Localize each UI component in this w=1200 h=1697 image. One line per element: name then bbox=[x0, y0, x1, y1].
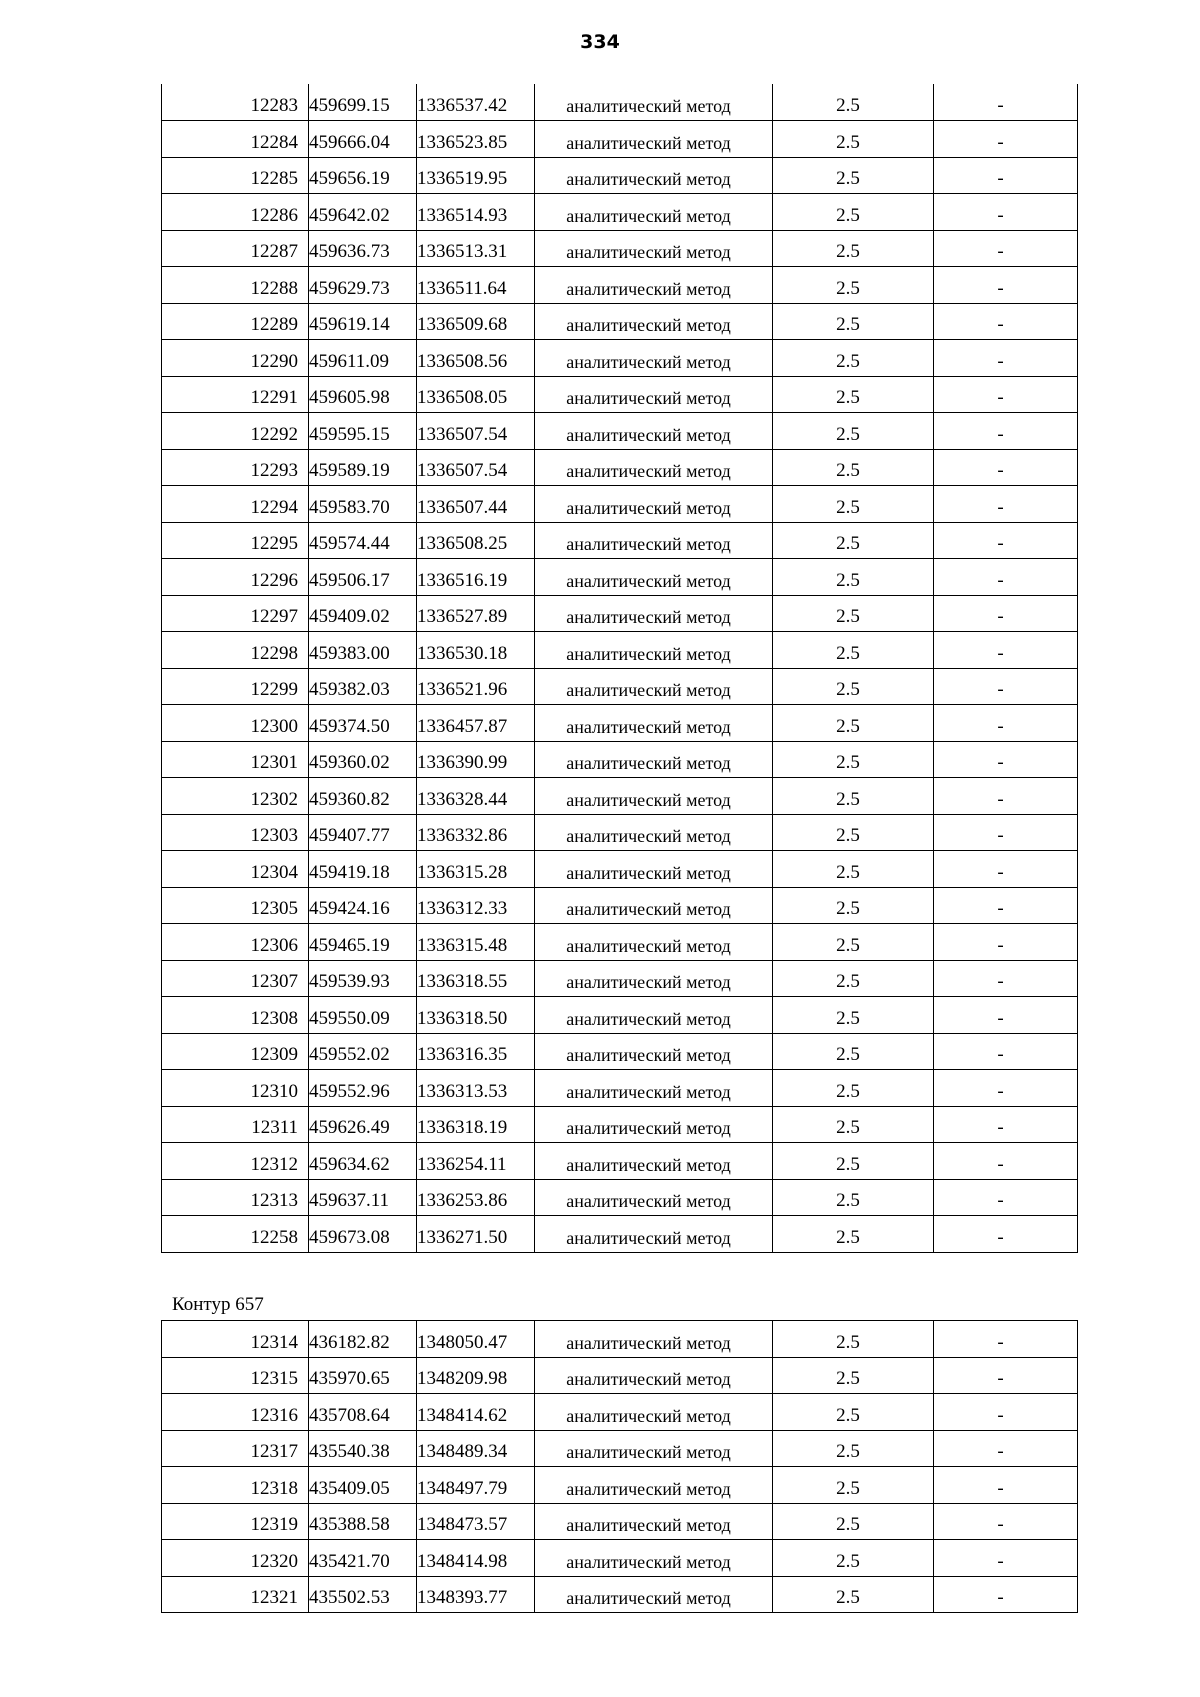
y-coordinate-cell: 1348393.77 bbox=[417, 1576, 535, 1613]
accuracy-cell: 2.5 bbox=[773, 1179, 934, 1216]
description-cell: - bbox=[934, 194, 1078, 231]
accuracy-cell: 2.5 bbox=[773, 376, 934, 413]
method-cell: аналитический метод bbox=[535, 1394, 773, 1431]
accuracy-cell: 2.5 bbox=[773, 814, 934, 851]
point-number-cell: 12291 bbox=[162, 376, 309, 413]
accuracy-cell: 2.5 bbox=[773, 887, 934, 924]
y-coordinate-cell: 1348414.62 bbox=[417, 1394, 535, 1431]
method-cell: аналитический метод bbox=[535, 1467, 773, 1504]
table-row bbox=[162, 778, 1078, 815]
point-number-cell: 12311 bbox=[162, 1106, 309, 1143]
y-coordinate-cell: 1336318.19 bbox=[417, 1106, 535, 1143]
y-coordinate-cell: 1336523.85 bbox=[417, 121, 535, 158]
table-row bbox=[162, 1143, 1078, 1180]
x-coordinate-cell: 459626.49 bbox=[309, 1106, 417, 1143]
table-row bbox=[162, 1070, 1078, 1107]
description-cell: - bbox=[934, 1106, 1078, 1143]
x-coordinate-cell: 459619.14 bbox=[309, 303, 417, 340]
x-coordinate-cell: 459407.77 bbox=[309, 814, 417, 851]
y-coordinate-cell: 1336318.55 bbox=[417, 960, 535, 997]
table-row bbox=[162, 851, 1078, 888]
y-coordinate-cell: 1348050.47 bbox=[417, 1321, 535, 1358]
table-row bbox=[162, 267, 1078, 304]
description-cell: - bbox=[934, 778, 1078, 815]
table-row bbox=[162, 1540, 1078, 1577]
table-row bbox=[162, 924, 1078, 961]
table-row bbox=[162, 157, 1078, 194]
y-coordinate-cell: 1336508.25 bbox=[417, 522, 535, 559]
description-cell: - bbox=[934, 84, 1078, 121]
description-cell: - bbox=[934, 340, 1078, 377]
table-row bbox=[162, 486, 1078, 523]
point-number-cell: 12289 bbox=[162, 303, 309, 340]
accuracy-cell: 2.5 bbox=[773, 1216, 934, 1253]
description-cell: - bbox=[934, 449, 1078, 486]
description-cell: - bbox=[934, 413, 1078, 450]
table-row bbox=[162, 814, 1078, 851]
description-cell: - bbox=[934, 1357, 1078, 1394]
description-cell: - bbox=[934, 522, 1078, 559]
method-cell: аналитический метод bbox=[535, 522, 773, 559]
x-coordinate-cell: 459382.03 bbox=[309, 668, 417, 705]
description-cell: - bbox=[934, 1143, 1078, 1180]
description-cell: - bbox=[934, 376, 1078, 413]
accuracy-cell: 2.5 bbox=[773, 522, 934, 559]
point-number-cell: 12307 bbox=[162, 960, 309, 997]
x-coordinate-cell: 459419.18 bbox=[309, 851, 417, 888]
y-coordinate-cell: 1348414.98 bbox=[417, 1540, 535, 1577]
x-coordinate-cell: 459629.73 bbox=[309, 267, 417, 304]
table-row bbox=[162, 1503, 1078, 1540]
accuracy-cell: 2.5 bbox=[773, 1106, 934, 1143]
table-row bbox=[162, 303, 1078, 340]
description-cell: - bbox=[934, 267, 1078, 304]
x-coordinate-cell: 459465.19 bbox=[309, 924, 417, 961]
accuracy-cell: 2.5 bbox=[773, 668, 934, 705]
description-cell: - bbox=[934, 1070, 1078, 1107]
y-coordinate-cell: 1336332.86 bbox=[417, 814, 535, 851]
point-number-cell: 12284 bbox=[162, 121, 309, 158]
y-coordinate-cell: 1336316.35 bbox=[417, 1033, 535, 1070]
method-cell: аналитический метод bbox=[535, 960, 773, 997]
y-coordinate-cell: 1336507.44 bbox=[417, 486, 535, 523]
x-coordinate-cell: 459424.16 bbox=[309, 887, 417, 924]
table-row bbox=[162, 1467, 1078, 1504]
method-cell: аналитический метод bbox=[535, 1540, 773, 1577]
accuracy-cell: 2.5 bbox=[773, 705, 934, 742]
method-cell: аналитический метод bbox=[535, 1430, 773, 1467]
description-cell: - bbox=[934, 1576, 1078, 1613]
description-cell: - bbox=[934, 997, 1078, 1034]
description-cell: - bbox=[934, 705, 1078, 742]
accuracy-cell: 2.5 bbox=[773, 194, 934, 231]
x-coordinate-cell: 435421.70 bbox=[309, 1540, 417, 1577]
description-cell: - bbox=[934, 1216, 1078, 1253]
y-coordinate-cell: 1336508.56 bbox=[417, 340, 535, 377]
description-cell: - bbox=[934, 1179, 1078, 1216]
description-cell: - bbox=[934, 741, 1078, 778]
method-cell: аналитический метод bbox=[535, 194, 773, 231]
description-cell: - bbox=[934, 814, 1078, 851]
y-coordinate-cell: 1336507.54 bbox=[417, 413, 535, 450]
accuracy-cell: 2.5 bbox=[773, 960, 934, 997]
point-number-cell: 12318 bbox=[162, 1467, 309, 1504]
y-coordinate-cell: 1336315.48 bbox=[417, 924, 535, 961]
point-number-cell: 12293 bbox=[162, 449, 309, 486]
point-number-cell: 12286 bbox=[162, 194, 309, 231]
accuracy-cell: 2.5 bbox=[773, 1503, 934, 1540]
contour-label: Контур 657 bbox=[172, 1294, 264, 1315]
y-coordinate-cell: 1348497.79 bbox=[417, 1467, 535, 1504]
accuracy-cell: 2.5 bbox=[773, 851, 934, 888]
table-row bbox=[162, 522, 1078, 559]
x-coordinate-cell: 459374.50 bbox=[309, 705, 417, 742]
description-cell: - bbox=[934, 121, 1078, 158]
y-coordinate-cell: 1336537.42 bbox=[417, 84, 535, 121]
point-number-cell: 12300 bbox=[162, 705, 309, 742]
y-coordinate-cell: 1336457.87 bbox=[417, 705, 535, 742]
description-cell: - bbox=[934, 1503, 1078, 1540]
point-number-cell: 12317 bbox=[162, 1430, 309, 1467]
method-cell: аналитический метод bbox=[535, 595, 773, 632]
table-row bbox=[162, 1321, 1078, 1358]
table-row bbox=[162, 1357, 1078, 1394]
method-cell: аналитический метод bbox=[535, 1576, 773, 1613]
accuracy-cell: 2.5 bbox=[773, 741, 934, 778]
coordinates-table-continued bbox=[161, 84, 1078, 1253]
method-cell: аналитический метод bbox=[535, 851, 773, 888]
accuracy-cell: 2.5 bbox=[773, 1540, 934, 1577]
table-row bbox=[162, 1430, 1078, 1467]
description-cell: - bbox=[934, 887, 1078, 924]
point-number-cell: 12292 bbox=[162, 413, 309, 450]
table-row bbox=[162, 997, 1078, 1034]
point-number-cell: 12290 bbox=[162, 340, 309, 377]
point-number-cell: 12309 bbox=[162, 1033, 309, 1070]
y-coordinate-cell: 1348489.34 bbox=[417, 1430, 535, 1467]
point-number-cell: 12302 bbox=[162, 778, 309, 815]
method-cell: аналитический метод bbox=[535, 1321, 773, 1358]
x-coordinate-cell: 459383.00 bbox=[309, 632, 417, 669]
method-cell: аналитический метод bbox=[535, 741, 773, 778]
point-number-cell: 12287 bbox=[162, 230, 309, 267]
table-row bbox=[162, 632, 1078, 669]
y-coordinate-cell: 1348209.98 bbox=[417, 1357, 535, 1394]
table-row bbox=[162, 121, 1078, 158]
x-coordinate-cell: 459595.15 bbox=[309, 413, 417, 450]
accuracy-cell: 2.5 bbox=[773, 778, 934, 815]
y-coordinate-cell: 1336390.99 bbox=[417, 741, 535, 778]
y-coordinate-cell: 1336519.95 bbox=[417, 157, 535, 194]
accuracy-cell: 2.5 bbox=[773, 595, 934, 632]
description-cell: - bbox=[934, 559, 1078, 596]
coordinates-table-body bbox=[162, 84, 1078, 1252]
y-coordinate-cell: 1336328.44 bbox=[417, 778, 535, 815]
point-number-cell: 12294 bbox=[162, 486, 309, 523]
table-row bbox=[162, 1106, 1078, 1143]
y-coordinate-cell: 1336318.50 bbox=[417, 997, 535, 1034]
point-number-cell: 12320 bbox=[162, 1540, 309, 1577]
point-number-cell: 12258 bbox=[162, 1216, 309, 1253]
x-coordinate-cell: 459636.73 bbox=[309, 230, 417, 267]
table-row bbox=[162, 1394, 1078, 1431]
point-number-cell: 12304 bbox=[162, 851, 309, 888]
method-cell: аналитический метод bbox=[535, 924, 773, 961]
x-coordinate-cell: 436182.82 bbox=[309, 1321, 417, 1358]
method-cell: аналитический метод bbox=[535, 887, 773, 924]
x-coordinate-cell: 459360.82 bbox=[309, 778, 417, 815]
x-coordinate-cell: 459699.15 bbox=[309, 84, 417, 121]
accuracy-cell: 2.5 bbox=[773, 157, 934, 194]
table-row bbox=[162, 413, 1078, 450]
point-number-cell: 12319 bbox=[162, 1503, 309, 1540]
x-coordinate-cell: 459552.96 bbox=[309, 1070, 417, 1107]
method-cell: аналитический метод bbox=[535, 705, 773, 742]
description-cell: - bbox=[934, 1033, 1078, 1070]
table-row bbox=[162, 1179, 1078, 1216]
point-number-cell: 12305 bbox=[162, 887, 309, 924]
method-cell: аналитический метод bbox=[535, 1179, 773, 1216]
y-coordinate-cell: 1336511.64 bbox=[417, 267, 535, 304]
accuracy-cell: 2.5 bbox=[773, 997, 934, 1034]
x-coordinate-cell: 459642.02 bbox=[309, 194, 417, 231]
point-number-cell: 12303 bbox=[162, 814, 309, 851]
coordinates-table-body bbox=[162, 1321, 1078, 1613]
accuracy-cell: 2.5 bbox=[773, 303, 934, 340]
accuracy-cell: 2.5 bbox=[773, 121, 934, 158]
x-coordinate-cell: 435708.64 bbox=[309, 1394, 417, 1431]
accuracy-cell: 2.5 bbox=[773, 340, 934, 377]
y-coordinate-cell: 1336513.31 bbox=[417, 230, 535, 267]
method-cell: аналитический метод bbox=[535, 84, 773, 121]
point-number-cell: 12296 bbox=[162, 559, 309, 596]
method-cell: аналитический метод bbox=[535, 1503, 773, 1540]
point-number-cell: 12297 bbox=[162, 595, 309, 632]
method-cell: аналитический метод bbox=[535, 230, 773, 267]
method-cell: аналитический метод bbox=[535, 997, 773, 1034]
method-cell: аналитический метод bbox=[535, 559, 773, 596]
x-coordinate-cell: 459589.19 bbox=[309, 449, 417, 486]
y-coordinate-cell: 1336313.53 bbox=[417, 1070, 535, 1107]
description-cell: - bbox=[934, 924, 1078, 961]
coordinates-table-contour-657 bbox=[161, 1320, 1078, 1613]
x-coordinate-cell: 435540.38 bbox=[309, 1430, 417, 1467]
accuracy-cell: 2.5 bbox=[773, 1394, 934, 1431]
point-number-cell: 12316 bbox=[162, 1394, 309, 1431]
table-row bbox=[162, 1216, 1078, 1253]
method-cell: аналитический метод bbox=[535, 1070, 773, 1107]
point-number-cell: 12295 bbox=[162, 522, 309, 559]
x-coordinate-cell: 459539.93 bbox=[309, 960, 417, 997]
method-cell: аналитический метод bbox=[535, 303, 773, 340]
accuracy-cell: 2.5 bbox=[773, 449, 934, 486]
method-cell: аналитический метод bbox=[535, 157, 773, 194]
y-coordinate-cell: 1336521.96 bbox=[417, 668, 535, 705]
method-cell: аналитический метод bbox=[535, 267, 773, 304]
accuracy-cell: 2.5 bbox=[773, 1357, 934, 1394]
method-cell: аналитический метод bbox=[535, 1033, 773, 1070]
y-coordinate-cell: 1336514.93 bbox=[417, 194, 535, 231]
method-cell: аналитический метод bbox=[535, 632, 773, 669]
x-coordinate-cell: 459656.19 bbox=[309, 157, 417, 194]
description-cell: - bbox=[934, 303, 1078, 340]
point-number-cell: 12315 bbox=[162, 1357, 309, 1394]
table-row bbox=[162, 559, 1078, 596]
y-coordinate-cell: 1336254.11 bbox=[417, 1143, 535, 1180]
point-number-cell: 12310 bbox=[162, 1070, 309, 1107]
description-cell: - bbox=[934, 851, 1078, 888]
method-cell: аналитический метод bbox=[535, 121, 773, 158]
table-row bbox=[162, 741, 1078, 778]
x-coordinate-cell: 435502.53 bbox=[309, 1576, 417, 1613]
accuracy-cell: 2.5 bbox=[773, 1467, 934, 1504]
table-row bbox=[162, 705, 1078, 742]
accuracy-cell: 2.5 bbox=[773, 1576, 934, 1613]
y-coordinate-cell: 1336508.05 bbox=[417, 376, 535, 413]
table-row bbox=[162, 595, 1078, 632]
x-coordinate-cell: 435970.65 bbox=[309, 1357, 417, 1394]
table-row bbox=[162, 1576, 1078, 1613]
x-coordinate-cell: 459550.09 bbox=[309, 997, 417, 1034]
y-coordinate-cell: 1348473.57 bbox=[417, 1503, 535, 1540]
description-cell: - bbox=[934, 1467, 1078, 1504]
table-row bbox=[162, 376, 1078, 413]
method-cell: аналитический метод bbox=[535, 1216, 773, 1253]
method-cell: аналитический метод bbox=[535, 778, 773, 815]
accuracy-cell: 2.5 bbox=[773, 924, 934, 961]
y-coordinate-cell: 1336315.28 bbox=[417, 851, 535, 888]
x-coordinate-cell: 459360.02 bbox=[309, 741, 417, 778]
y-coordinate-cell: 1336312.33 bbox=[417, 887, 535, 924]
description-cell: - bbox=[934, 632, 1078, 669]
method-cell: аналитический метод bbox=[535, 1357, 773, 1394]
method-cell: аналитический метод bbox=[535, 814, 773, 851]
method-cell: аналитический метод bbox=[535, 449, 773, 486]
point-number-cell: 12306 bbox=[162, 924, 309, 961]
table-row bbox=[162, 194, 1078, 231]
description-cell: - bbox=[934, 157, 1078, 194]
x-coordinate-cell: 459637.11 bbox=[309, 1179, 417, 1216]
x-coordinate-cell: 459673.08 bbox=[309, 1216, 417, 1253]
method-cell: аналитический метод bbox=[535, 1106, 773, 1143]
point-number-cell: 12312 bbox=[162, 1143, 309, 1180]
description-cell: - bbox=[934, 1394, 1078, 1431]
accuracy-cell: 2.5 bbox=[773, 486, 934, 523]
description-cell: - bbox=[934, 1540, 1078, 1577]
method-cell: аналитический метод bbox=[535, 413, 773, 450]
method-cell: аналитический метод bbox=[535, 1143, 773, 1180]
accuracy-cell: 2.5 bbox=[773, 1070, 934, 1107]
accuracy-cell: 2.5 bbox=[773, 413, 934, 450]
description-cell: - bbox=[934, 668, 1078, 705]
table-row bbox=[162, 449, 1078, 486]
accuracy-cell: 2.5 bbox=[773, 1321, 934, 1358]
x-coordinate-cell: 459611.09 bbox=[309, 340, 417, 377]
x-coordinate-cell: 435409.05 bbox=[309, 1467, 417, 1504]
point-number-cell: 12301 bbox=[162, 741, 309, 778]
point-number-cell: 12314 bbox=[162, 1321, 309, 1358]
x-coordinate-cell: 435388.58 bbox=[309, 1503, 417, 1540]
table-row bbox=[162, 340, 1078, 377]
accuracy-cell: 2.5 bbox=[773, 230, 934, 267]
x-coordinate-cell: 459574.44 bbox=[309, 522, 417, 559]
table-row bbox=[162, 230, 1078, 267]
description-cell: - bbox=[934, 486, 1078, 523]
table-row bbox=[162, 1033, 1078, 1070]
table-row bbox=[162, 960, 1078, 997]
method-cell: аналитический метод bbox=[535, 486, 773, 523]
accuracy-cell: 2.5 bbox=[773, 267, 934, 304]
table-row bbox=[162, 84, 1078, 121]
y-coordinate-cell: 1336527.89 bbox=[417, 595, 535, 632]
point-number-cell: 12288 bbox=[162, 267, 309, 304]
y-coordinate-cell: 1336516.19 bbox=[417, 559, 535, 596]
point-number-cell: 12283 bbox=[162, 84, 309, 121]
method-cell: аналитический метод bbox=[535, 340, 773, 377]
x-coordinate-cell: 459605.98 bbox=[309, 376, 417, 413]
x-coordinate-cell: 459506.17 bbox=[309, 559, 417, 596]
y-coordinate-cell: 1336530.18 bbox=[417, 632, 535, 669]
point-number-cell: 12308 bbox=[162, 997, 309, 1034]
y-coordinate-cell: 1336253.86 bbox=[417, 1179, 535, 1216]
point-number-cell: 12298 bbox=[162, 632, 309, 669]
method-cell: аналитический метод bbox=[535, 376, 773, 413]
accuracy-cell: 2.5 bbox=[773, 1430, 934, 1467]
description-cell: - bbox=[934, 230, 1078, 267]
x-coordinate-cell: 459583.70 bbox=[309, 486, 417, 523]
x-coordinate-cell: 459666.04 bbox=[309, 121, 417, 158]
table-row bbox=[162, 887, 1078, 924]
description-cell: - bbox=[934, 595, 1078, 632]
y-coordinate-cell: 1336271.50 bbox=[417, 1216, 535, 1253]
y-coordinate-cell: 1336509.68 bbox=[417, 303, 535, 340]
method-cell: аналитический метод bbox=[535, 668, 773, 705]
x-coordinate-cell: 459634.62 bbox=[309, 1143, 417, 1180]
accuracy-cell: 2.5 bbox=[773, 559, 934, 596]
y-coordinate-cell: 1336507.54 bbox=[417, 449, 535, 486]
accuracy-cell: 2.5 bbox=[773, 632, 934, 669]
point-number-cell: 12285 bbox=[162, 157, 309, 194]
accuracy-cell: 2.5 bbox=[773, 1033, 934, 1070]
x-coordinate-cell: 459409.02 bbox=[309, 595, 417, 632]
accuracy-cell: 2.5 bbox=[773, 1143, 934, 1180]
x-coordinate-cell: 459552.02 bbox=[309, 1033, 417, 1070]
description-cell: - bbox=[934, 1430, 1078, 1467]
point-number-cell: 12299 bbox=[162, 668, 309, 705]
description-cell: - bbox=[934, 960, 1078, 997]
point-number-cell: 12321 bbox=[162, 1576, 309, 1613]
point-number-cell: 12313 bbox=[162, 1179, 309, 1216]
page-number: 334 bbox=[580, 31, 620, 53]
table-row bbox=[162, 668, 1078, 705]
description-cell: - bbox=[934, 1321, 1078, 1358]
accuracy-cell: 2.5 bbox=[773, 84, 934, 121]
